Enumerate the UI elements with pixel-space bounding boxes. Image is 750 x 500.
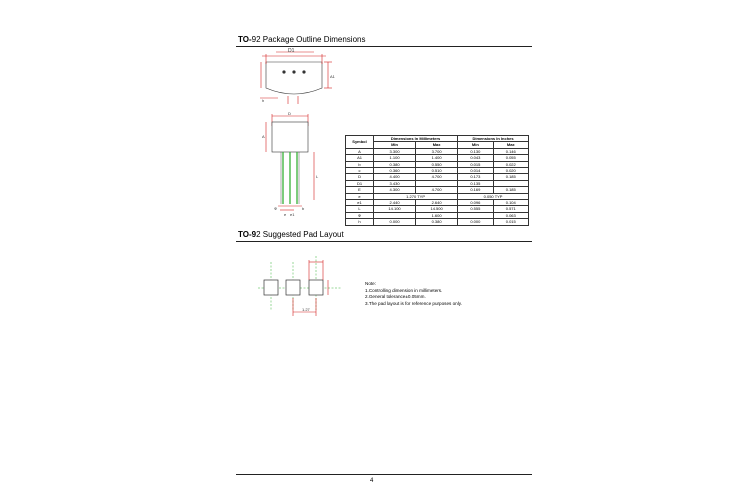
cell-mm-min: 2.440 <box>374 200 416 206</box>
label-d: D <box>288 111 291 116</box>
label-h: h <box>262 98 265 103</box>
cell-mm-min: 14.100 <box>374 206 416 212</box>
cell-in-max: 0.055 <box>493 155 528 161</box>
cell-mm-max: 1.400 <box>416 155 458 161</box>
note-item: 1.Controlling dimension in millimeters. <box>365 287 443 293</box>
cell-mm-max: 4.700 <box>416 174 458 180</box>
cell-mm-max: 2.640 <box>416 200 458 206</box>
cell-mm-max: 3.700 <box>416 148 458 154</box>
label-b: b <box>302 206 305 211</box>
cell-symbol: c <box>346 168 374 174</box>
cell-mm-min: 3.430 <box>374 180 416 186</box>
inch-header: Dimensions In Inches <box>458 136 529 142</box>
cell-in-max: 0.185 <box>493 187 528 193</box>
cell-in-max: 0.146 <box>493 148 528 154</box>
symbol-header: Symbol <box>346 136 374 149</box>
cell-symbol: b <box>346 161 374 167</box>
cell-symbol: Φ <box>346 212 374 218</box>
cell-mm-min: 4.300 <box>374 187 416 193</box>
cell-mm-min: 0.380 <box>374 161 416 167</box>
label-a1: A1 <box>330 74 335 79</box>
cell-mm-min: 3.300 <box>374 148 416 154</box>
note-item: 3.The pad layout is for reference purposes only. <box>365 300 462 306</box>
cell-in-min: 0.135 <box>458 180 493 186</box>
package-outline-title-suffix: 92 Package Outline Dimensions <box>251 35 366 44</box>
label-e: e <box>284 212 287 217</box>
mm-min-header: Min <box>374 142 416 148</box>
cell-symbol: A1 <box>346 155 374 161</box>
mm-header: Dimensions In Millimeters <box>374 136 458 142</box>
cell-in-max: 0.020 <box>493 168 528 174</box>
cell-in-max: 0.104 <box>493 200 528 206</box>
cell-symbol: e <box>346 193 374 199</box>
label-l: L <box>316 174 319 179</box>
cell-in-max: 0.063 <box>493 212 528 218</box>
cell-in-min: 0.000 <box>458 219 493 225</box>
label-a: A <box>262 134 265 139</box>
cell-symbol: e1 <box>346 200 374 206</box>
cell-in-max: 0.185 <box>493 174 528 180</box>
mm-max-header: Max <box>416 142 458 148</box>
cell-in-min: 0.014 <box>458 168 493 174</box>
cell-symbol: E <box>346 187 374 193</box>
cell-symbol: A <box>346 148 374 154</box>
pad-title-rule <box>236 241 532 242</box>
page-number: 4 <box>370 478 374 484</box>
cell-in-min: 0.043 <box>458 155 493 161</box>
label-e1: e1 <box>290 212 295 217</box>
cell-mm-min: 4.400 <box>374 174 416 180</box>
cell-mm-min: 0.360 <box>374 168 416 174</box>
label-phi: Φ <box>274 206 278 211</box>
pad-layout-title <box>238 230 344 240</box>
cell-in-min: 0.555 <box>458 206 493 212</box>
title-rule <box>236 46 532 47</box>
cell-symbol: L <box>346 206 374 212</box>
pad-layout-title-suffix: 2 Suggested Pad Layout <box>256 230 344 239</box>
cell-in-max: 0.022 <box>493 161 528 167</box>
table-row <box>346 219 529 225</box>
cell-mm-max: 4.700 <box>416 187 458 193</box>
cell-mm-max: 14.500 <box>416 206 458 212</box>
top-view-drawing <box>258 48 334 106</box>
pad-layout-title-prefix: TO-9 <box>238 230 257 239</box>
cell-mm-span: 1.270 TYP <box>374 193 458 199</box>
cell-mm-min: 0.000 <box>374 219 416 225</box>
dimensions-table <box>345 135 529 226</box>
cell-in-max: 0.015 <box>493 219 528 225</box>
cell-mm-max: 0.380 <box>416 219 458 225</box>
cell-mm-min: 1.100 <box>374 155 416 161</box>
notes-title: Note: <box>365 281 376 286</box>
cell-in-max: 0.571 <box>493 206 528 212</box>
cell-symbol: D1 <box>346 180 374 186</box>
cell-symbol: h <box>346 219 374 225</box>
cell-in-min: 0.173 <box>458 174 493 180</box>
pad-pitch-label: 1.27 <box>302 307 310 312</box>
cell-mm-max: 0.510 <box>416 168 458 174</box>
in-min-header: Min <box>458 142 493 148</box>
cell-in-min: 0.169 <box>458 187 493 193</box>
cell-mm-max: 1.600 <box>416 212 458 218</box>
pad-layout-drawing <box>258 252 342 318</box>
cell-symbol: D <box>346 174 374 180</box>
footer-rule <box>236 474 532 475</box>
cell-in-min: 0.130 <box>458 148 493 154</box>
package-outline-title <box>238 35 365 45</box>
cell-in-min: 0.096 <box>458 200 493 206</box>
cell-mm-max: 0.550 <box>416 161 458 167</box>
notes <box>365 281 462 307</box>
package-outline-title-prefix: TO- <box>238 35 252 44</box>
cell-in-span: 0.050 TYP <box>458 193 529 199</box>
note-item: 2.General tolerance±0.05mm. <box>365 294 426 300</box>
cell-in-min: 0.015 <box>458 161 493 167</box>
in-max-header: Max <box>493 142 528 148</box>
label-d1: D1 <box>288 48 295 54</box>
side-view-drawing <box>262 112 322 218</box>
